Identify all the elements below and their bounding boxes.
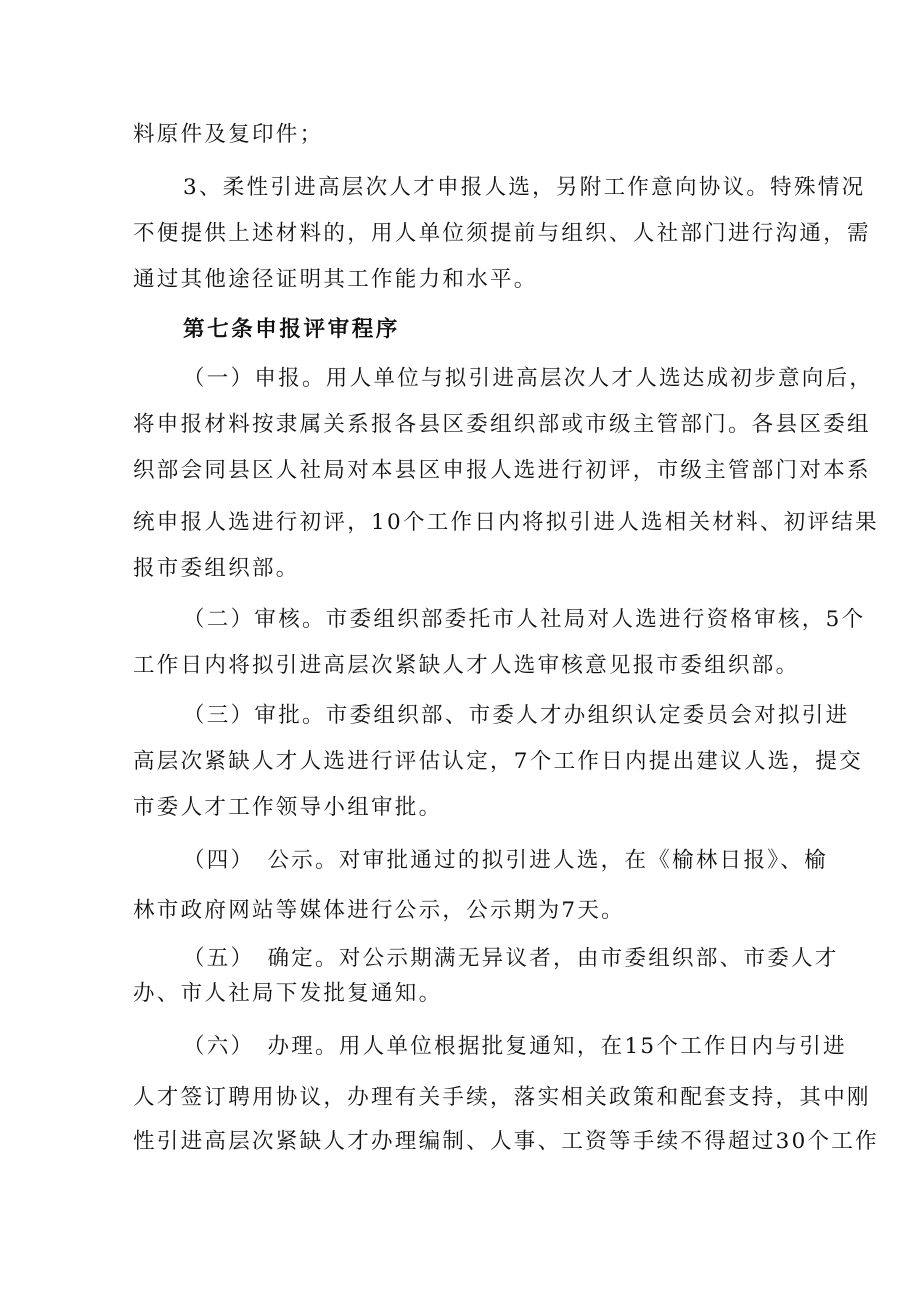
- text-line: 将申报材料按隶属关系报各县区委组织部或市级主管部门。各县区委组: [133, 412, 871, 437]
- text-line: 高层次紧缺人才人选进行评估认定，7个工作日内提出建议人选，提交: [133, 749, 863, 774]
- text-line: （六） 办理。用人单位根据批复通知，在15个工作日内与引进: [183, 1034, 847, 1059]
- text-line: （四） 公示。对审批通过的拟引进人选，在《榆林日报》、榆: [183, 848, 828, 873]
- text-line: 统申报人选进行初评，10个工作日内将拟引进人选相关材料、初评结果: [133, 510, 879, 535]
- text-line: 办、市人社局下发批复通知。: [133, 981, 443, 1006]
- text-line: （一）申报。用人单位与拟引进高层次人才人选达成初步意向后，: [183, 366, 874, 391]
- text-line: （二）审核。市委组织部委托市人社局对人选进行资格审核，5个: [183, 607, 866, 632]
- section-heading: 第七条申报评审程序: [183, 317, 400, 342]
- text-line: （三）审批。市委组织部、市委人才办组织认定委员会对拟引进: [183, 703, 850, 728]
- text-line: 通过其他途径证明其工作能力和水平。: [133, 267, 538, 292]
- text-line: 3、柔性引进高层次人才申报人选，另附工作意向协议。特殊情况: [183, 175, 866, 200]
- text-line: 料原件及复印件；: [133, 122, 324, 147]
- text-line: 不便提供上述材料的，用人单位须提前与组织、人社部门进行沟通，需: [133, 221, 871, 246]
- text-line: 人才签订聘用协议，办理有关手续，落实相关政策和配套支持，其中刚: [133, 1085, 871, 1110]
- text-line: 性引进高层次紧缺人才办理编制、人事、工资等手续不得超过30个工作: [133, 1129, 879, 1154]
- text-line: （五） 确定。对公示期满无异议者，由市委组织部、市委人才: [183, 946, 839, 971]
- text-line: 市委人才工作领导小组审批。: [133, 795, 443, 820]
- text-line: 林市政府网站等媒体进行公示，公示期为7天。: [133, 898, 625, 923]
- text-line: 报市委组织部。: [133, 556, 300, 581]
- text-line: 织部会同县区人社局对本县区申报人选进行初评，市级主管部门对本系: [133, 458, 871, 483]
- text-line: 工作日内将拟引进高层次紧缺人才人选审核意见报市委组织部。: [133, 653, 800, 678]
